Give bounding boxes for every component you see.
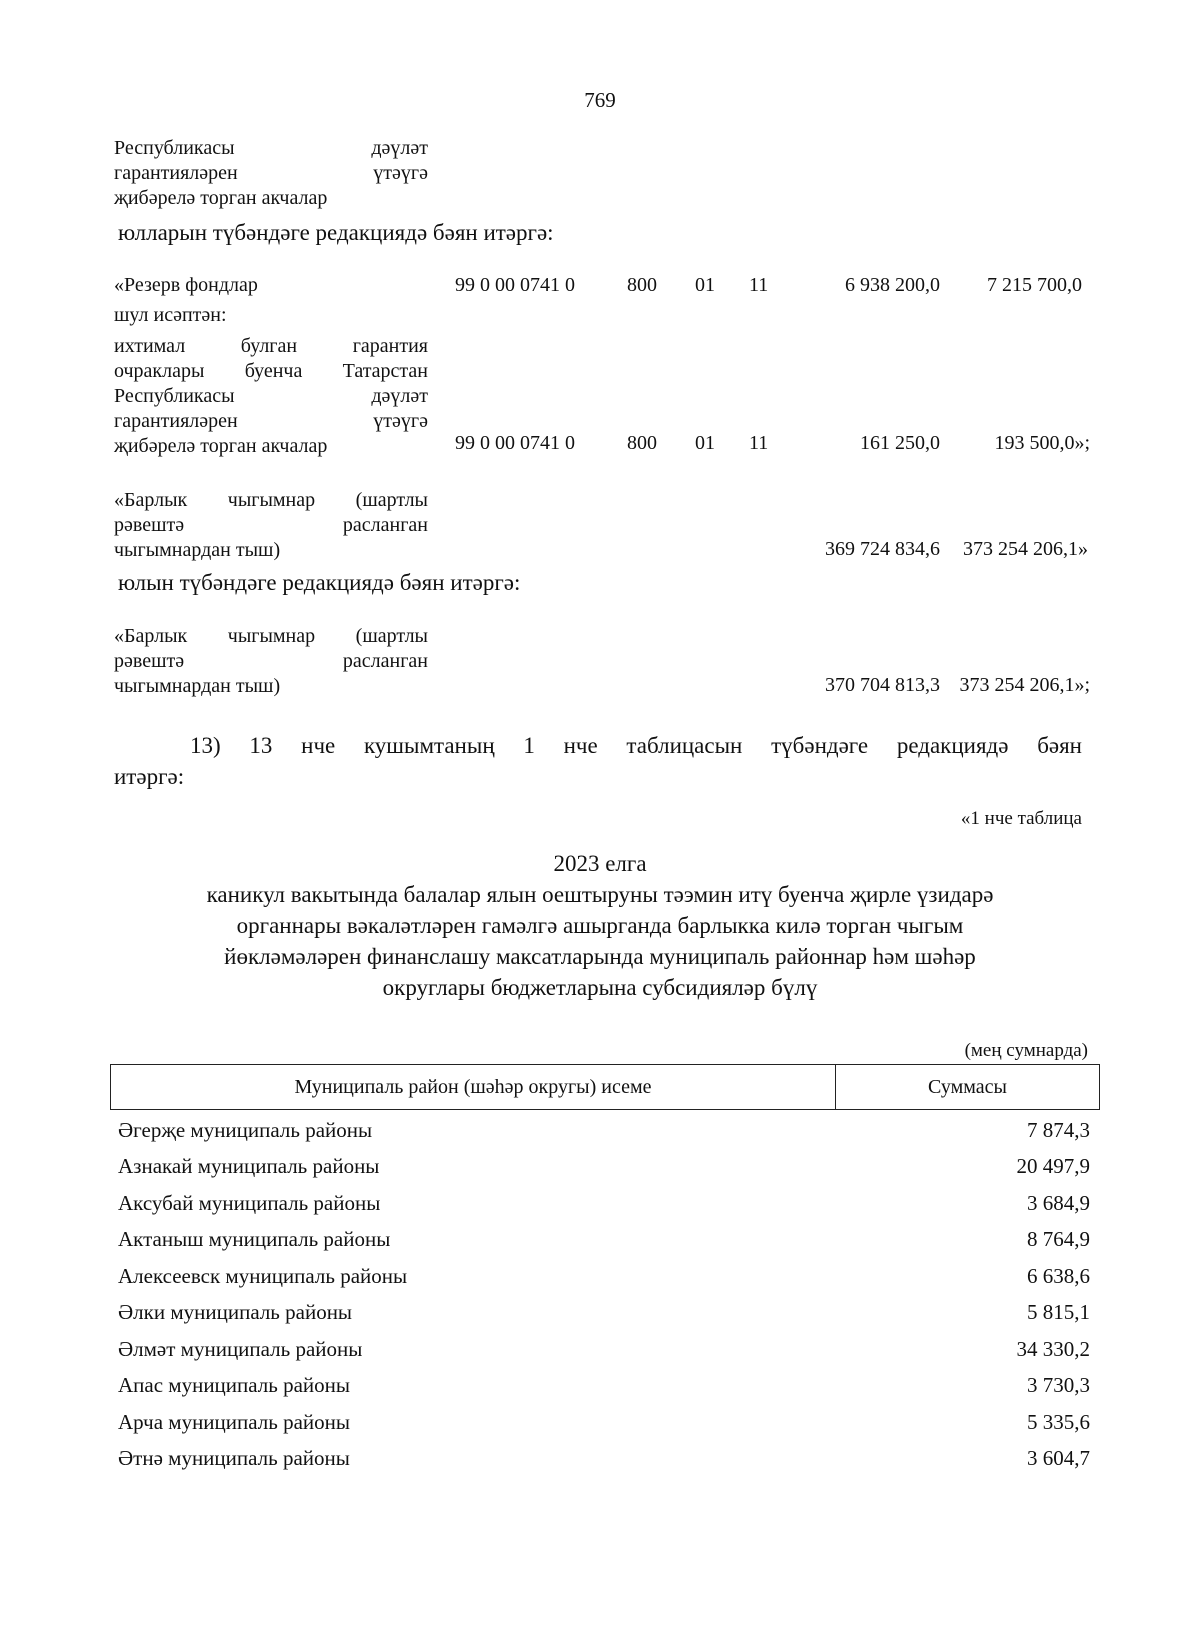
header-name: Муниципаль район (шәһәр округы) исеме [111, 1065, 836, 1109]
table-row [118, 1112, 1090, 1149]
row-name: Әтнә муниципаль районы [118, 1446, 350, 1471]
table-row [118, 1149, 1090, 1186]
total1-value-1: 369 724 834,6 [825, 538, 940, 560]
total2-line-1: «Барлык чыгымнар (шартлы [114, 625, 428, 647]
row2-line-2: очраклары буенча Татарстан [114, 360, 428, 382]
paragraph-13-line-1: 13) 13 нче кушымтаның 1 нче таблицасын түбәндәге редакциядә бәян [190, 733, 1082, 758]
row-name: Арча муниципаль районы [118, 1409, 350, 1434]
row-name: Әлки муниципаль районы [118, 1300, 353, 1325]
row-value: 3 604,7 [1027, 1446, 1090, 1471]
table-row [118, 1295, 1090, 1332]
row-value: 34 330,2 [1016, 1336, 1090, 1361]
row-name: Апас муниципаль районы [118, 1373, 350, 1398]
total2-label-block [114, 624, 428, 699]
row-value: 6 638,6 [1027, 1263, 1090, 1288]
row2-line-1: ихтимал булган гарантия [114, 335, 428, 357]
row2-line-4: гарантияләрен үтәүгә [114, 410, 428, 432]
table-body [118, 1112, 1090, 1477]
table-caption: «1 нче таблица [960, 808, 1082, 829]
row2-line-5: җибәрелә торган акчалар [114, 435, 328, 457]
title-line-1: 2023 елга [553, 851, 647, 876]
paragraph-13 [114, 730, 1082, 792]
table-row [118, 1331, 1090, 1368]
table-row [118, 1222, 1090, 1259]
instruction-2: юлын түбәндәге редакциядә бәян итәргә: [118, 570, 521, 595]
row-value: 20 497,9 [1016, 1154, 1090, 1179]
total2-value-1: 370 704 813,3 [825, 674, 940, 696]
row-value: 5 815,1 [1027, 1300, 1090, 1325]
total1-value-2: 373 254 206,1» [963, 538, 1088, 560]
row2-col-a: 800 [627, 432, 657, 454]
row-name: Актаныш муниципаль районы [118, 1227, 391, 1252]
row1-value-1: 6 938 200,0 [845, 274, 940, 296]
row1-value-2: 7 215 700,0 [987, 274, 1082, 296]
row-name: Әлмәт муниципаль районы [118, 1336, 363, 1361]
row-name: Аксубай муниципаль районы [118, 1190, 381, 1215]
row1-col-a: 800 [627, 274, 657, 296]
row1-col-c: 11 [749, 274, 769, 296]
table-row [118, 1185, 1090, 1222]
header-sum: Суммасы [928, 1075, 1007, 1098]
row1-code: 99 0 00 0741 0 [455, 274, 575, 296]
total1-label-block [114, 488, 428, 563]
row-value: 8 764,9 [1027, 1227, 1090, 1252]
paragraph-13-line-2: итәргә: [114, 764, 185, 789]
total2-line-2: рәвештә расланган [114, 650, 428, 672]
row-value: 5 335,6 [1027, 1409, 1090, 1434]
title-line-4: йөкләмәләрен финанслашу максатларында муниципаль районнар һәм шәһәр [224, 944, 976, 969]
row2-col-b: 01 [695, 432, 715, 454]
table-row [118, 1441, 1090, 1478]
units-label: (мең сумнарда) [964, 1040, 1088, 1061]
row2-code: 99 0 00 0741 0 [455, 432, 575, 454]
total1-line-3: чыгымнардан тыш) [114, 539, 281, 561]
table-row [118, 1368, 1090, 1405]
top-line-1: Республикасы дәүләт [114, 137, 428, 159]
row2-value-2: 193 500,0»; [994, 432, 1090, 454]
table-row [118, 1258, 1090, 1295]
total1-line-1: «Барлык чыгымнар (шартлы [114, 489, 428, 511]
instruction-1: юлларын түбәндәге редакциядә бәян итәргә: [118, 220, 554, 245]
row-name: Алексеевск муниципаль районы [118, 1263, 408, 1288]
row-value: 3 730,3 [1027, 1373, 1090, 1398]
row2-value-1: 161 250,0 [860, 432, 940, 454]
title-line-2: каникул вакытында балалар ялын оештыруны тәэмин итү буенча җирле үзидарә [206, 882, 994, 907]
table-row [118, 1404, 1090, 1441]
row1-label: «Резерв фондлар [114, 274, 258, 296]
total2-line-3: чыгымнардан тыш) [114, 675, 281, 697]
row-value: 3 684,9 [1027, 1190, 1090, 1215]
row2-label-block [114, 334, 428, 459]
top-continuation-block [114, 136, 428, 211]
row-value: 7 874,3 [1027, 1117, 1090, 1142]
row1-col-b: 01 [695, 274, 715, 296]
row2-col-c: 11 [749, 432, 769, 454]
row-name: Әгерҗе муниципаль районы [118, 1117, 373, 1142]
title-line-3: органнары вәкаләтләрен гамәлгә ашырганда барлыкка килә торган чыгым [236, 913, 964, 938]
title-line-5: округлары бюджетларына субсидияләр бүлү [382, 975, 818, 1000]
total1-line-2: рәвештә расланган [114, 514, 428, 536]
total2-value-2: 373 254 206,1»; [959, 674, 1090, 696]
row2-line-3: Республикасы дәүләт [114, 385, 428, 407]
table-header [110, 1064, 1100, 1110]
top-line-2: гарантияләрен үтәүгә [114, 162, 428, 184]
top-line-3: җибәрелә торган акчалар [114, 187, 328, 209]
row-name: Азнакай муниципаль районы [118, 1154, 380, 1179]
page-number: 769 [584, 88, 616, 112]
shul-label: шул исәптән: [114, 304, 227, 326]
table-title [100, 848, 1100, 1003]
